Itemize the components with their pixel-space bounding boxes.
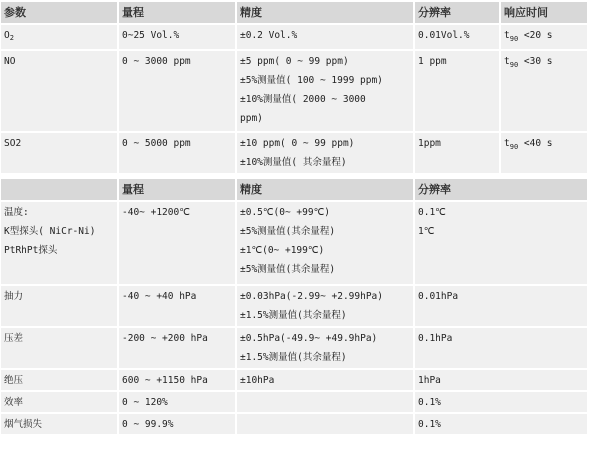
param-cell: SO2: [1, 133, 119, 175]
response-cell: $t_{90} <30$ s: [501, 51, 589, 133]
table-header-row: [1, 179, 589, 202]
accuracy-cell: [237, 414, 415, 436]
header-response-time: 响应时间: [501, 2, 589, 25]
header-range: 量程: [119, 2, 237, 25]
range-cell: 0~25 Vol.%: [119, 25, 237, 51]
range-cell: 0 ~ 120%: [119, 392, 237, 414]
accuracy-cell: ±0.5℃(0~ +99℃) ±5%测量值(其余量程) ±1℃(0~ +199℃) ±5%测量值(其余量程): [237, 202, 415, 286]
physical-spec-table: [1, 179, 589, 436]
accuracy-cell: ±5 ppm( 0 ~ 99 ppm) ±5%测量值( 100 ~ 1999 ppm) ±10%测量值( 2000 ~ 3000 ppm): [237, 51, 415, 133]
accuracy-cell: ±10hPa: [237, 370, 415, 392]
resolution-cell: 1 ppm: [415, 51, 501, 133]
table-row: [1, 202, 589, 286]
range-cell: -40~ +1200℃: [119, 202, 237, 286]
header-param: 参数: [1, 2, 119, 25]
range-cell: 0 ~ 3000 ppm: [119, 51, 237, 133]
header-resolution: 分辨率: [415, 179, 589, 202]
param-cell: 绝压: [1, 370, 119, 392]
header-accuracy: 精度: [237, 2, 415, 25]
table-header-row: [1, 2, 589, 25]
range-cell: 0 ~ 5000 ppm: [119, 133, 237, 175]
range-cell: 0 ~ 99.9%: [119, 414, 237, 436]
table-row: [1, 370, 589, 392]
resolution-cell: 0.1℃ 1℃: [415, 202, 589, 286]
resolution-cell: 0.1hPa: [415, 328, 589, 370]
accuracy-cell: ±10 ppm( 0 ~ 99 ppm) ±10%测量值( 其余量程): [237, 133, 415, 175]
range-cell: -40 ~ +40 hPa: [119, 286, 237, 328]
header-param: [1, 179, 119, 202]
accuracy-cell: [237, 392, 415, 414]
response-cell: $t_{90} <20$ s: [501, 25, 589, 51]
resolution-cell: 1ppm: [415, 133, 501, 175]
param-cell: 烟气损失: [1, 414, 119, 436]
resolution-cell: 0.1%: [415, 414, 589, 436]
param-cell: $O_2$: [1, 25, 119, 51]
table-row: [1, 51, 589, 133]
header-resolution: 分辨率: [415, 2, 501, 25]
resolution-cell: 1hPa: [415, 370, 589, 392]
table-row: [1, 25, 589, 51]
accuracy-cell: ±0.5hPa(-49.9~ +49.9hPa) ±1.5%测量值(其余量程): [237, 328, 415, 370]
param-cell: 温度: K型探头( NiCr-Ni) PtRhPt探头: [1, 202, 119, 286]
resolution-cell: 0.1%: [415, 392, 589, 414]
param-cell: 压差: [1, 328, 119, 370]
table-row: [1, 414, 589, 436]
param-cell: 效率: [1, 392, 119, 414]
header-accuracy: 精度: [237, 179, 415, 202]
param-cell: NO: [1, 51, 119, 133]
resolution-cell: 0.01hPa: [415, 286, 589, 328]
accuracy-cell: ±0.2 Vol.%: [237, 25, 415, 51]
table-row: [1, 328, 589, 370]
response-cell: $t_{90} <40$ s: [501, 133, 589, 175]
resolution-cell: 0.01Vol.%: [415, 25, 501, 51]
range-cell: 600 ~ +1150 hPa: [119, 370, 237, 392]
header-range: 量程: [119, 179, 237, 202]
gas-spec-table: [1, 2, 589, 175]
accuracy-cell: ±0.03hPa(-2.99~ +2.99hPa) ±1.5%测量值(其余量程): [237, 286, 415, 328]
table-row: [1, 286, 589, 328]
table-row: [1, 133, 589, 175]
range-cell: -200 ~ +200 hPa: [119, 328, 237, 370]
table-row: [1, 392, 589, 414]
param-cell: 抽力: [1, 286, 119, 328]
